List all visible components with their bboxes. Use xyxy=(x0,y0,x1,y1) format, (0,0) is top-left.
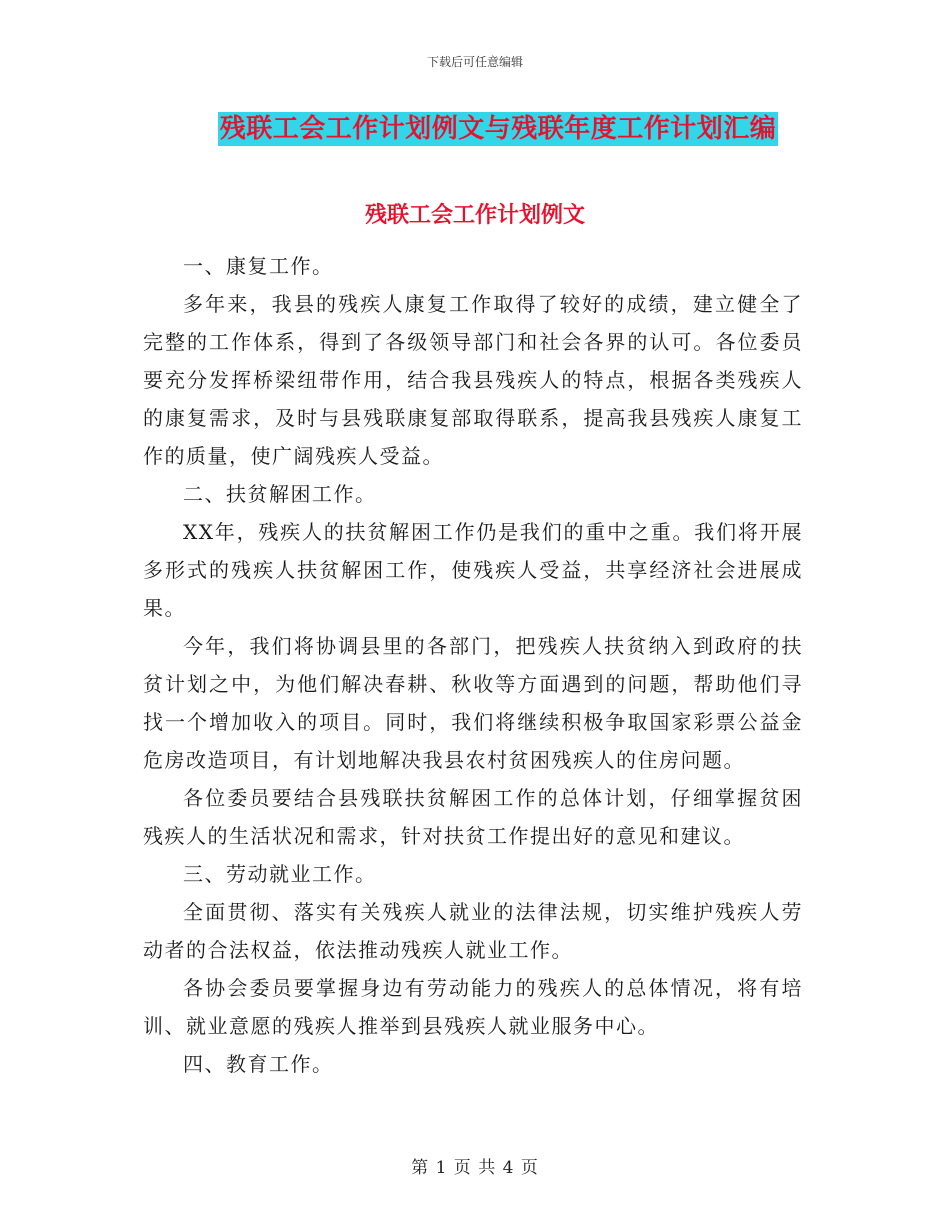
heading-education: 四、教育工作。 xyxy=(183,1052,334,1076)
paragraph: 全面贯彻、落实有关残疾人就业的法律法规，切实维护残疾人劳动者的合法权益，依法推动残疾人就业工作。 xyxy=(143,900,803,962)
paragraph: 多年来，我县的残疾人康复工作取得了较好的成绩，建立健全了完整的工作体系，得到了各级领导部门和社会各界的认可。各位委员要充分发挥桥梁纽带作用，结合我县残疾人的特点，根据各类残疾人的康复需求，及时与县残联康复部取得联系，提高我县残疾人康复工作的质量，使广阔残疾人受益。 xyxy=(143,292,803,468)
main-title: 残联工会工作计划例文与残联年度工作计划汇编 xyxy=(219,114,777,144)
paragraph: 今年，我们将协调县里的各部门，把残疾人扶贫纳入到政府的扶贫计划之中，为他们解决春耕、秋收等方面遇到的问题，帮助他们寻找一个增加收入的项目。同时，我们将继续积极争取国家彩票公益金危房改造项目，有计划地解决我县农村贫困残疾人的住房问题。 xyxy=(143,634,803,772)
header-note: 下载后可任意编辑 xyxy=(426,55,523,69)
section-title: 残联工会工作计划例文 xyxy=(364,203,585,228)
paragraph: 各协会委员要掌握身边有劳动能力的残疾人的总体情况，将有培训、就业意愿的残疾人推举到县残疾人就业服务中心。 xyxy=(143,976,803,1038)
paragraph: 各位委员要结合县残联扶贫解困工作的总体计划，仔细掌握贫困残疾人的生活状况和需求，针对扶贫工作提出好的意见和建议。 xyxy=(143,786,803,848)
heading-poverty-relief: 二、扶贫解困工作。 xyxy=(183,482,377,506)
paragraph: XX年，残疾人的扶贫解困工作仍是我们的重中之重。我们将开展多形式的残疾人扶贫解困工作，使残疾人受益，共享经济社会进展成果。 xyxy=(143,520,803,620)
heading-employment: 三、劳动就业工作。 xyxy=(183,862,377,886)
page-number: 第 1 页 共 4 页 xyxy=(411,1158,539,1178)
document-body xyxy=(143,247,803,1083)
heading-rehabilitation: 一、康复工作。 xyxy=(183,254,334,278)
main-title-container xyxy=(0,112,950,146)
